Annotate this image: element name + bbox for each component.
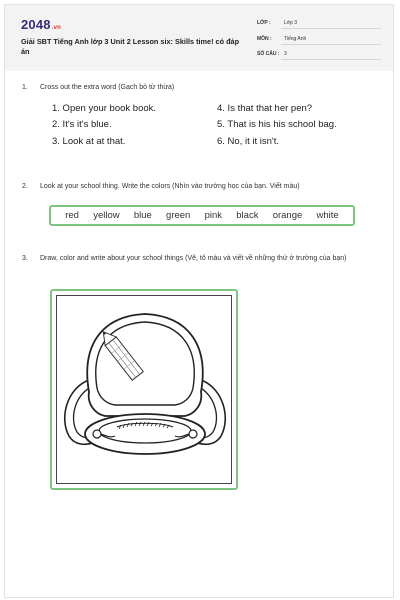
color-word: red: [65, 210, 79, 221]
meta-divider: [281, 59, 381, 60]
color-word: blue: [133, 210, 152, 221]
question-3-text: Draw, color and write about your school things (Vẽ, tô màu và viết về những thứ ở trường của bạn): [40, 255, 347, 262]
color-word: green: [166, 210, 191, 221]
site-logo[interactable]: [21, 17, 61, 32]
page-header: [5, 5, 393, 71]
q1-item-1: 1. Open your book book.: [52, 103, 157, 114]
meta-value-class: Lớp 3: [284, 20, 298, 26]
document-title: Giải SBT Tiếng Anh lớp 3 Unit 2 Lesson six: Skills time! có đáp án: [21, 37, 240, 56]
color-word: white: [316, 210, 339, 221]
school-bag-drawing-icon: [57, 296, 233, 485]
q1-item-4: 4. Is that that her pen?: [217, 103, 313, 114]
logo-text: 2048: [21, 17, 51, 32]
meta-value-count: 3: [284, 51, 287, 57]
drawing-area: [56, 295, 232, 484]
question-2-text: Look at your school thing. Write the colors (Nhìn vào trường học của bạn. Viết màu): [40, 183, 300, 190]
question-2-number: 2.: [22, 183, 28, 190]
meta-label-subject: MÔN :: [257, 36, 272, 42]
color-word: black: [236, 210, 259, 221]
q1-item-3: 3. Look at at that.: [52, 136, 126, 147]
color-word: pink: [204, 210, 223, 221]
color-word: yellow: [93, 210, 120, 221]
question-3-number: 3.: [22, 255, 28, 262]
q1-item-2: 2. It's it's blue.: [52, 119, 112, 130]
q1-item-5: 5. That is his his school bag.: [217, 119, 337, 130]
question-1-text: Cross out the extra word (Gạch bỏ từ thừa): [40, 84, 175, 91]
q1-item-6: 6. No, it it isn't.: [217, 136, 280, 147]
color-word-box: [49, 205, 355, 226]
meta-divider: [281, 44, 381, 45]
meta-value-subject: Tiếng Anh: [284, 36, 307, 42]
logo-suffix: .vn: [51, 25, 62, 31]
question-1-number: 1.: [22, 84, 28, 91]
meta-label-class: LỚP :: [257, 20, 271, 26]
color-word: orange: [272, 210, 303, 221]
meta-divider: [281, 28, 381, 29]
meta-label-count: SỐ CÂU :: [257, 51, 280, 57]
